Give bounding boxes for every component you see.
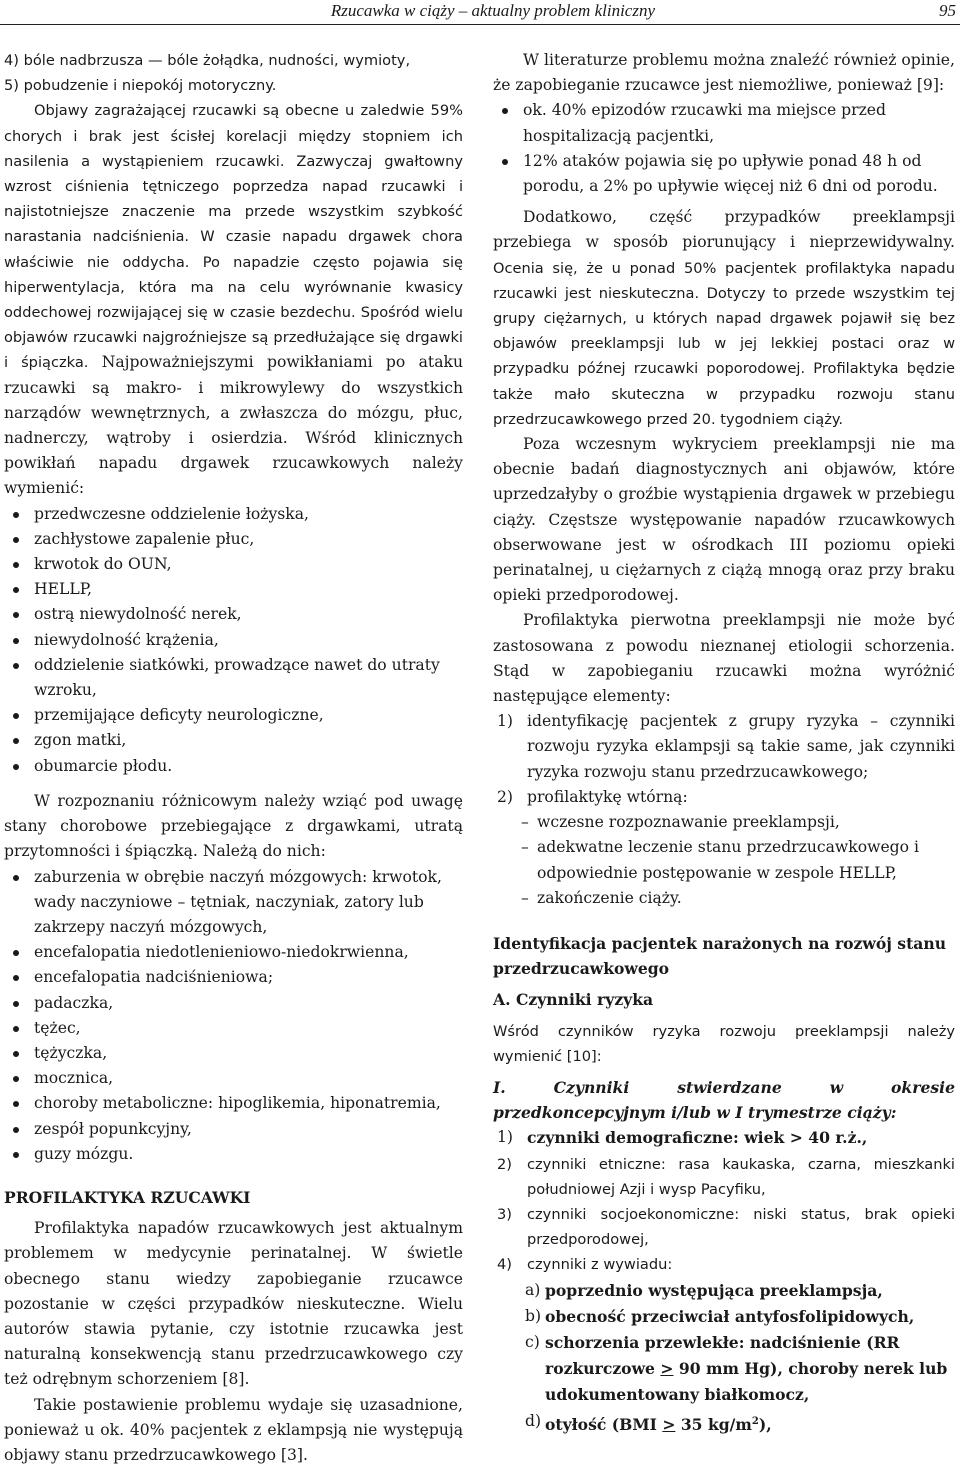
- literature-bullets: [493, 98, 955, 199]
- list-item: obumarcie płodu.: [4, 754, 463, 779]
- item-letter: b): [525, 1306, 542, 1325]
- list-item: oddzielenie siatkówki, prowadzące nawet do utraty wzroku,: [4, 653, 463, 703]
- item-text-part: 90 mm Hg), choroby nerek lub udokumentowany białkomocz,: [545, 1359, 948, 1405]
- list-item-5: 5) pobudzenie i niepokój motoryczny.: [4, 77, 277, 95]
- list-item: ostrą niewydolność nerek,: [4, 602, 463, 627]
- dash-item: – zakończenie ciąży.: [521, 888, 682, 907]
- item-number: 2): [497, 1155, 512, 1173]
- paragraph-symptoms: [4, 98, 463, 501]
- paragraph-differential: W rozpoznaniu różnicowym należy wziąć pod uwagę stany chorobowe przebiegające z drgawkami, utratą przytomności i śpiączką. Należą do nich:: [4, 791, 463, 861]
- list-item: encefalopatia nadciśnieniowa;: [4, 965, 463, 990]
- item-text-part: schorzenia przewlekłe: nadciśnienie (RR rozkurczowe: [545, 1332, 900, 1379]
- section-heading-prophylaxis: PROFILAKTYKA RZUCAWKI: [4, 1187, 251, 1207]
- item-number: 4): [497, 1256, 512, 1274]
- page-number: 95: [939, 1, 956, 20]
- list-item: zgon matki,: [4, 728, 463, 753]
- item-text: obecność przeciwciał antyfosfolipidowych,: [545, 1306, 915, 1326]
- list-item: choroby metaboliczne: hipoglikemia, hiponatremia,: [4, 1091, 463, 1116]
- page-header: [0, 0, 960, 25]
- item-text-part: 35 kg/m: [675, 1414, 752, 1434]
- right-column: [493, 48, 955, 1438]
- paragraph-symptoms-b: Zazwyczaj gwałtowny wzrost ciśnienia tętniczego poprzedza napad rzucawki i najistotniejsze znaczenie ma przede wszystkim szybkość narastania nadciśnienia. W czasie napadu drgawek chora właściwie nie oddycha. Po napadzie często pojawia się hiperwentylacja, która ma na celu wyrównanie kwasicy oddechowej rozwijającej się w czasie bezdechu. Spośród wielu objawów rzucawki najgroźniejsze są przedłużające się drgawki i śpiączka.: [4, 152, 463, 372]
- item-letter: d): [525, 1411, 542, 1430]
- list-item: zespół popunkcyjny,: [4, 1117, 463, 1142]
- item-letter: c): [525, 1332, 540, 1351]
- paragraph-prophylaxis-2: Takie postawienie problemu wydaje się uzasadnione, ponieważ u ok. 40% pacjentek z eklampsją nie występują objawy stanu przedrzucawkowego [3].: [4, 1395, 463, 1464]
- item-text: poprzednio występująca preeklampsja,: [545, 1280, 883, 1300]
- paragraph-primary-prophylaxis: Profilaktyka pierwotna preeklampsji nie może być zastosowana z powodu nieznanej etiologii schorzenia. Stąd w zapobieganiu rzucawki można wyróżnić następujące elementy:: [493, 611, 955, 706]
- history-item-a: [493, 1278, 955, 1304]
- list-item: 12% ataków pojawia się po upływie ponad 48 h od porodu, a 2% po upływie więcej niż 6 dni od porodu.: [493, 149, 955, 199]
- paragraph-risk-factors: Wśród czynników ryzyka rozwoju preeklampsji należy wymienić [10]:: [493, 1022, 955, 1065]
- list-item: przedwczesne oddzielenie łożyska,: [4, 502, 463, 527]
- dash-item-text: wczesne rozpoznawanie preeklampsji,: [537, 813, 840, 832]
- item-text: [545, 1333, 947, 1404]
- history-item-d: [493, 1409, 955, 1438]
- item-text: czynniki etniczne: rasa kaukaska, czarna, mieszkanki południowej Azji i wysp Pacyfiku,: [527, 1155, 955, 1198]
- numbered-item-1: [493, 709, 955, 785]
- item-number: 3): [497, 1205, 512, 1223]
- factor-item-3: [493, 1202, 955, 1252]
- list-item: HELLP,: [4, 577, 463, 602]
- complications-list: [4, 502, 463, 779]
- ge-symbol: >: [662, 1414, 676, 1434]
- paragraph-additionally: [493, 205, 955, 432]
- list-item: encefalopatia niedotlenieniowo-niedokrwienna,: [4, 940, 463, 965]
- factor-item-1: [493, 1125, 955, 1151]
- list-item: przemijające deficyty neurologiczne,: [4, 703, 463, 728]
- item-text: czynniki socjoekonomiczne: niski status, brak opieki przedporodowej,: [527, 1205, 955, 1249]
- list-item: tężyczka,: [4, 1041, 463, 1066]
- list-item-4: 4) bóle nadbrzusza — bóle żołądka, nudności, wymioty,: [4, 52, 411, 69]
- list-item: zaburzenia w obrębie naczyń mózgowych: krwotok, wady naczyniowe – tętniak, naczyniak, zatory lub zakrzepy naczyń mózgowych,: [4, 865, 463, 941]
- section-heading-identification: Identyfikacja pacjentek narażonych na rozwój stanu przedrzucawkowego: [493, 933, 947, 979]
- list-item: guzy mózgu.: [4, 1142, 463, 1167]
- paragraph-diagnostics: Poza wczesnym wykryciem preeklampsji nie ma obecnie badań diagnostycznych ani objawów, które uprzedzałyby o groźbie wystąpienia drgawek w przebiegu ciąży. Częstsze występowanie napadów rzucawkowych obserwowane jest w ośrodkach III poziomu opieki perinatalnej, u ciężarnych z ciążą mnogą oraz przy braku opieki przedporodowej.: [493, 435, 955, 605]
- list-item: mocznica,: [4, 1066, 463, 1091]
- paragraph-additionally-a: Dodatkowo, część przypadków preeklampsji przebiega w sposób piorunujący i nieprzewidywalny.: [493, 208, 955, 252]
- differential-list: [4, 865, 463, 1167]
- item-number: 2): [497, 787, 514, 806]
- paragraph-prophylaxis-1: Profilaktyka napadów rzucawkowych jest aktualnym problemem w medycynie perinatalnej. W świetle obecnego stanu wiedzy zapobieganie rzucawce pozostanie w części przypadków nieskuteczne. Wielu autorów stawia pytanie, czy istotnie rzucawka jest naturalną konsekwencją stanu przedrzucawkowego czy też odrębnym schorzeniem [8].: [4, 1219, 463, 1389]
- factor-item-4: [493, 1252, 955, 1277]
- item-text: czynniki demograficzne: wiek > 40 r.ż.,: [527, 1128, 868, 1148]
- paragraph-additionally-b: Ocenia się, że u ponad 50% pacjentek profilaktyka napadu rzucawki jest nieskuteczna. Dotyczy to przede wszystkim tej grupy ciężarnych, u których napad drgawek pojawił się bez objawów preeklampsji lub w jej lekkiej postaci oraz w przypadku późnej rzucawki poporodowej. Profilaktyka będzie także mało skuteczna w przypadku rozwoju stanu przedrzucawkowego przed 20. tygodniem ciąży.: [493, 259, 955, 428]
- list-item: niewydolność krążenia,: [4, 628, 463, 653]
- history-item-c: [493, 1330, 955, 1409]
- subheading-risk-factors: A. Czynniki ryzyka: [493, 990, 654, 1010]
- list-item: zachłystowe zapalenie płuc,: [4, 527, 463, 552]
- dash-item: – wczesne rozpoznawanie preeklampsji,: [521, 813, 840, 832]
- list-item: padaczka,: [4, 991, 463, 1016]
- item-letter: a): [525, 1280, 541, 1299]
- item-text: [545, 1415, 772, 1434]
- item-text-part: ),: [758, 1414, 772, 1434]
- dash-item-text: zakończenie ciąży.: [537, 888, 682, 907]
- paragraph-symptoms-c: Najpoważniejszymi powikłaniami po ataku rzucawki są makro- i mikrowylewy do wszystkich narządów wewnętrznych, a zwłaszcza do mózgu, płuc, nadnerczy, wątroby i osierdzia. Wśród klinicznych powikłań napadu drgawek rzucawkowych należy wymienić:: [4, 353, 463, 498]
- item-text: identyfikację pacjentek z grupy ryzyka – czynniki rozwoju ryzyka eklampsji są takie same, jak czynniki ryzyka rozwoju stanu przedrzucawkowego;: [527, 712, 955, 781]
- superscript: 2: [751, 1415, 759, 1427]
- item-number: 1): [497, 1128, 514, 1147]
- dash-item: – adekwatne leczenie stanu przedrzucawkowego i odpowiednie postępowanie w zespole HELLP,: [521, 838, 919, 882]
- history-item-b: [493, 1304, 955, 1330]
- subheading-preconception: I. Czynniki stwierdzane w okresie przedkoncepcyjnym i/lub w I trymestrze ciąży:: [493, 1077, 955, 1123]
- numbered-item-2: [493, 785, 955, 810]
- list-item: tężec,: [4, 1016, 463, 1041]
- list-item: ok. 40% epizodów rzucawki ma miejsce przed hospitalizacją pacjentki,: [493, 98, 955, 148]
- factor-item-2: [493, 1152, 955, 1202]
- dash-item-text: adekwatne leczenie stanu przedrzucawkowego i odpowiednie postępowanie w zespole HELLP,: [537, 838, 919, 882]
- ge-symbol: >: [660, 1359, 674, 1379]
- list-item: krwotok do OUN,: [4, 552, 463, 577]
- paragraph-literature: W literaturze problemu można znaleźć również opinie, że zapobieganie rzucawce jest niemożliwe, ponieważ [9]:: [493, 51, 955, 95]
- item-text: profilaktykę wtórną:: [527, 787, 688, 806]
- item-text: czynniki z wywiadu:: [527, 1256, 673, 1274]
- item-text-part: otyłość (BMI: [545, 1414, 663, 1434]
- left-column: [4, 48, 463, 1468]
- running-title: Rzucawka w ciąży – aktualny problem kliniczny: [330, 1, 655, 20]
- item-number: 1): [497, 712, 514, 731]
- paragraph-symptoms-a: Objawy zagrażającej rzucawki są obecne u zaledwie 59% chorych i brak jest ścisłej korelacji między stopniem ich nasilenia a wystąpieniem rzucawki.: [4, 102, 463, 170]
